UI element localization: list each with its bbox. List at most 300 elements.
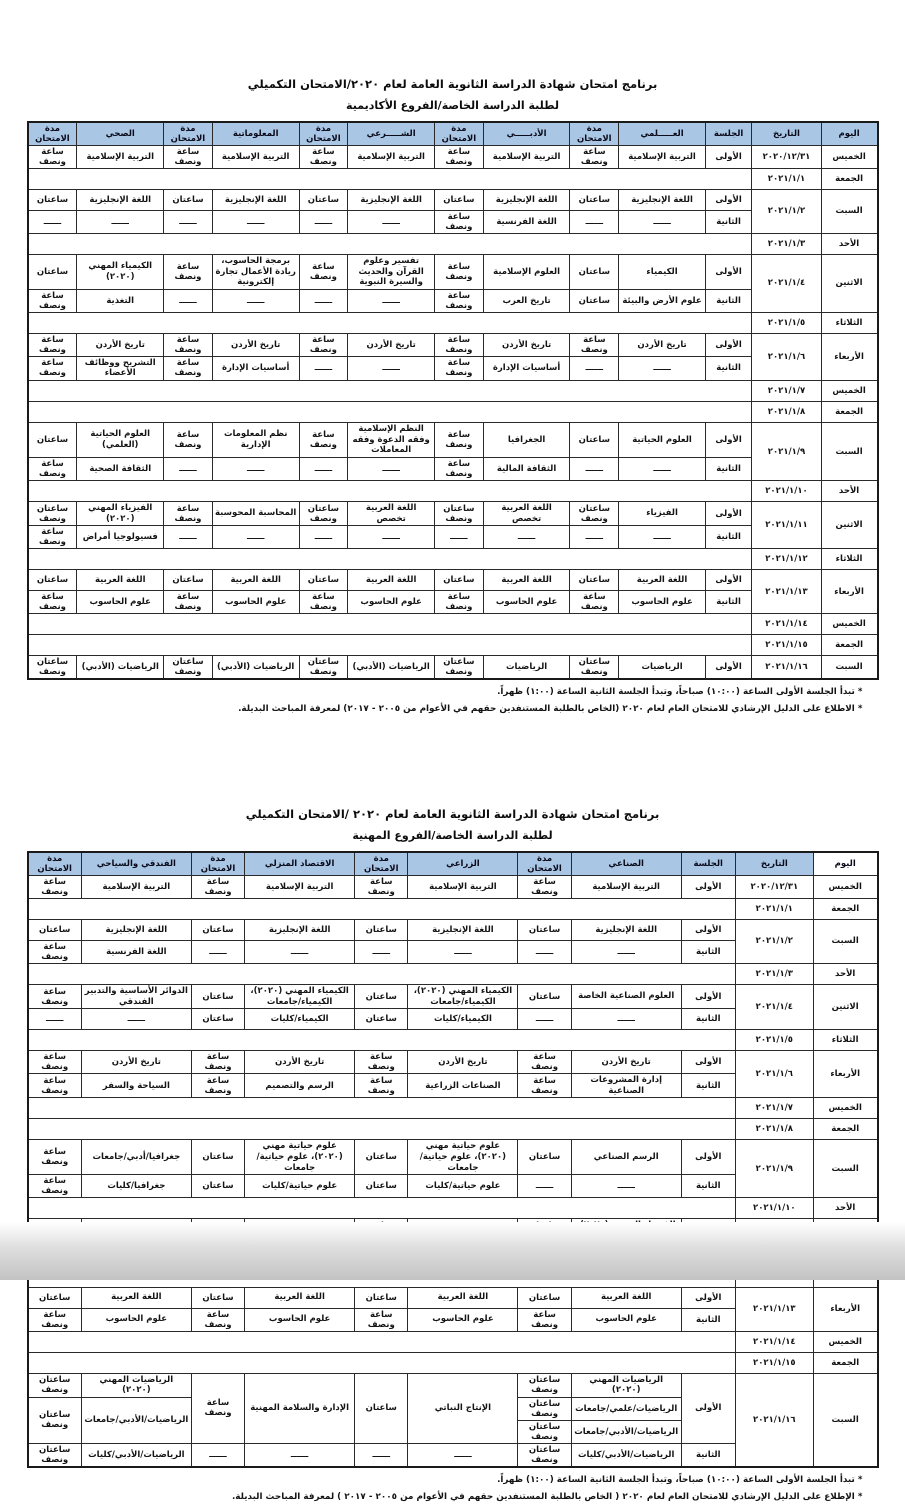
column-header: مدة الامتحان [299,122,348,146]
day-cell: الجمعة [821,168,877,189]
duration-cell: ساعتان ونصف [28,1443,82,1467]
day-cell: الجمعة [821,635,877,656]
day-cell: الخميس [821,145,877,168]
session-cell: الثانية [705,526,751,549]
empty-dash-cell: ــــــ [164,289,213,312]
duration-cell: ساعتان ونصف [434,501,483,525]
vocational-schedule-table [27,851,879,1468]
duration-cell: ساعة ونصف [355,1074,408,1098]
duration-cell: ساعتان [355,1287,408,1308]
session-cell: الأولى [705,254,751,289]
date-cell: ٢٠٢١/١/١٥ [752,635,821,656]
duration-cell: ساعتان [434,570,483,591]
session-cell: الثانية [705,289,751,312]
duration-cell: ساعة ونصف [191,1308,244,1331]
session-cell: الأولى [705,145,751,168]
duration-cell: ساعتان ونصف [434,656,483,680]
date-cell: ٢٠٢١/١/٨ [752,402,821,423]
duration-cell: ساعتان ونصف [164,656,213,680]
duration-cell: ساعتان [299,570,348,591]
duration-cell: ساعة ونصف [518,1074,571,1098]
empty-dash-cell: ــــــ [518,940,571,963]
empty-dash-cell: ــــــ [570,210,619,233]
duration-cell: ساعة ونصف [28,1074,82,1098]
holiday-filler-cell [28,381,752,402]
date-cell: ٢٠٢١/١/١ [735,898,813,919]
holiday-filler-cell [28,1331,736,1352]
day-cell: الجمعة [813,898,877,919]
column-header: الاقتصاد المنزلي [245,852,355,876]
subject-cell: اللغة العربية [619,570,706,591]
empty-dash-cell: ــــــ [571,1009,681,1030]
subject-cell: الكيمياء/كليات [245,1009,355,1030]
duration-cell: ساعة ونصف [518,1051,571,1074]
empty-dash-cell: ــــــ [299,210,348,233]
subject-cell: علوم الحاسوب [571,1308,681,1331]
subject-cell: الرياضيات (الأدبي) [212,656,299,680]
subject-cell: علوم حياتية مهني (٢٠٢٠)، علوم حياتية/جامعات [408,1140,518,1175]
subject-cell: العلوم الإسلامية [483,254,570,289]
date-cell: ٢٠٢١/١/١ [752,168,821,189]
subject-cell: علوم الحاسوب [212,591,299,614]
subject-cell: تاريخ الأردن [212,333,299,356]
subject-cell: النظم الإسلامية وفقه الدعوة وفقه المعاملات [348,423,435,458]
holiday-filler-cell [28,168,752,189]
date-cell: ٢٠٢١/١/١٣ [735,1287,813,1331]
empty-dash-cell: ــــــ [191,1443,244,1467]
duration-cell: ساعة ونصف [299,145,348,168]
empty-dash-cell: ــــــ [348,457,435,480]
session-cell: الأولى [681,1373,735,1443]
subject-cell: الفيزياء [619,501,706,525]
duration-cell: ساعة ونصف [191,1051,244,1074]
duration-cell: ساعتان ونصف [518,1420,571,1443]
date-cell: ٢٠٢١/١/٢ [735,919,813,963]
duration-cell: ساعة ونصف [28,1308,82,1331]
empty-dash-cell: ــــــ [408,1443,518,1467]
date-cell: ٢٠٢١/١/٣ [735,963,813,984]
duration-cell: ساعة ونصف [191,875,244,898]
empty-dash-cell: ــــــ [571,1175,681,1198]
empty-dash-cell: ــــــ [77,210,164,233]
duration-cell: ساعتان [28,570,77,591]
duration-cell: ساعتان [191,1175,244,1198]
duration-cell: ساعة ونصف [434,457,483,480]
day-cell: الثلاثاء [821,549,877,570]
subject-cell: برمجة الحاسوب، ريادة الأعمال تجارة إلكترونية [212,254,299,289]
session-cell: الأولى [681,1287,735,1308]
empty-dash-cell: ــــــ [212,457,299,480]
subject-cell: اللغة العربية [212,570,299,591]
duration-cell: ساعة ونصف [28,333,77,356]
subject-cell: التربية الإسلامية [619,145,706,168]
subject-cell: العلوم الحياتية [619,423,706,458]
day-cell: السبت [813,1140,877,1198]
column-header: الشـــــرعي [348,122,435,146]
duration-cell: ساعتان [518,984,571,1008]
duration-cell: ساعة ونصف [28,526,77,549]
date-cell: ٢٠٢١/١/٥ [752,312,821,333]
empty-dash-cell: ــــــ [408,940,518,963]
duration-cell: ساعة ونصف [299,591,348,614]
day-cell: الجمعة [813,1119,877,1140]
subject-cell: العلوم الحياتية (العلمي) [77,423,164,458]
duration-cell: ساعة ونصف [28,145,77,168]
subject-cell: علوم الحاسوب [348,591,435,614]
subject-cell: اللغة الإنجليزية [77,189,164,210]
day-cell: الثلاثاء [813,1030,877,1051]
duration-cell: ساعة ونصف [355,1051,408,1074]
column-header: اليوم [813,852,877,876]
subject-cell: اللغة العربية [571,1287,681,1308]
academic-schedule-table [27,121,879,680]
subject-cell: الرياضيات المهني (٢٠٢٠) [81,1373,191,1397]
duration-cell: ساعة ونصف [299,254,348,289]
duration-cell: ساعتان ونصف [28,1373,82,1397]
subject-cell: الرياضيات/الأدبي/كليات [81,1443,191,1467]
date-cell: ٢٠٢١/١/٢ [752,189,821,233]
empty-dash-cell: ــــــ [355,940,408,963]
duration-cell: ساعتان [191,1140,244,1175]
column-header: الجلسة [705,122,751,146]
duration-cell: ساعتان [164,570,213,591]
holiday-filler-cell [28,963,736,984]
subject-cell: الرياضيات [619,656,706,680]
duration-cell: ساعة ونصف [164,356,213,380]
holiday-filler-cell [28,549,752,570]
empty-dash-cell: ــــــ [164,526,213,549]
duration-cell: ساعتان ونصف [518,1443,571,1467]
duration-cell: ساعة ونصف [434,254,483,289]
session-cell: الثانية [705,356,751,380]
duration-cell: ساعة ونصف [164,145,213,168]
duration-cell: ساعة ونصف [299,333,348,356]
empty-dash-cell: ــــــ [571,940,681,963]
subject-cell: اللغة الإنجليزية [212,189,299,210]
day-cell: الخميس [821,381,877,402]
empty-dash-cell: ــــــ [518,1175,571,1198]
duration-cell: ساعة ونصف [355,1308,408,1331]
duration-cell: ساعة ونصف [28,984,82,1008]
subject-cell: نظم المعلومات الإدارية [212,423,299,458]
subject-cell: التربية الإسلامية [81,875,191,898]
duration-cell: ساعة ونصف [28,457,77,480]
subject-cell: أساسيات الإدارة [212,356,299,380]
duration-cell: ساعتان ونصف [570,501,619,525]
subject-cell: اللغة العربية [483,570,570,591]
subject-cell: الرسم الصناعي [571,1140,681,1175]
date-cell: ٢٠٢١/١/٤ [752,254,821,312]
duration-cell: ساعة ونصف [434,210,483,233]
duration-cell: ساعتان [28,254,77,289]
column-header: العـــــلمي [619,122,706,146]
holiday-filler-cell [28,898,736,919]
subject-cell: جغرافيا/أدبي/جامعات [81,1140,191,1175]
duration-cell: ساعة ونصف [28,940,82,963]
day-cell: الاثنين [821,254,877,312]
duration-cell: ساعة ونصف [28,591,77,614]
day-cell: الأحد [813,1198,877,1219]
session-cell: الأولى [705,423,751,458]
date-cell: ٢٠٢١/١/١٤ [735,1331,813,1352]
subject-cell: الرسم والتصميم [245,1074,355,1098]
date-cell: ٢٠٢١/١/٥ [735,1030,813,1051]
column-header: التاريخ [752,122,821,146]
day-cell: السبت [821,189,877,233]
duration-cell: ساعة ونصف [164,591,213,614]
duration-cell: ساعة ونصف [164,254,213,289]
empty-dash-cell: ــــــ [619,526,706,549]
column-header: مدة الامتحان [28,852,82,876]
empty-dash-cell: ــــــ [518,1009,571,1030]
empty-dash-cell: ــــــ [212,289,299,312]
date-cell: ٢٠٢١/١/٦ [735,1051,813,1098]
day-cell: الجمعة [821,402,877,423]
subject-cell: التربية الإسلامية [212,145,299,168]
empty-dash-cell: ــــــ [299,526,348,549]
subject-cell: اللغة الإنجليزية [348,189,435,210]
duration-cell: ساعة ونصف [28,875,82,898]
subject-cell: علوم الحاسوب [81,1308,191,1331]
duration-cell: ساعة ونصف [434,333,483,356]
subject-cell: الثقافة الصحية [77,457,164,480]
academic-footnotes [43,687,863,716]
day-cell: الخميس [813,875,877,898]
duration-cell: ساعتان [191,919,244,940]
empty-dash-cell: ــــــ [191,940,244,963]
subject-cell: الرياضيات (الأدبي) [77,656,164,680]
holiday-filler-cell [28,233,752,254]
subject-cell: التربية الإسلامية [571,875,681,898]
empty-dash-cell: ــــــ [245,1443,355,1467]
empty-dash-cell: ــــــ [299,356,348,380]
duration-cell: ساعتان [355,984,408,1008]
duration-cell: ساعتان [164,189,213,210]
day-cell: السبت [821,656,877,680]
holiday-filler-cell [28,402,752,423]
subject-cell: الفيزياء المهني (٢٠٢٠) [77,501,164,525]
holiday-filler-cell [28,312,752,333]
subject-cell: تاريخ الأردن [619,333,706,356]
duration-cell: ساعتان [355,919,408,940]
session-cell: الأولى [681,919,735,940]
subject-cell: اللغة الإنجليزية [571,919,681,940]
empty-dash-cell: ــــــ [299,289,348,312]
column-header: الفندقي والسياحي [81,852,191,876]
duration-cell: ساعتان [28,919,82,940]
subject-cell: اللغة الإنجليزية [81,919,191,940]
subject-cell: تاريخ العرب [483,289,570,312]
duration-cell: ساعتان [191,1287,244,1308]
duration-cell: ساعتان [28,189,77,210]
column-header: الزراعي [408,852,518,876]
academic-section [0,78,905,716]
empty-dash-cell: ــــــ [299,457,348,480]
duration-cell: ساعتان [434,189,483,210]
column-header: مدة الامتحان [164,122,213,146]
day-cell: الاثنين [813,984,877,1029]
duration-cell: ساعتان ونصف [28,501,77,525]
day-cell: الخميس [813,1331,877,1352]
holiday-filler-cell [28,480,752,501]
subject-cell: التربية الإسلامية [348,145,435,168]
holiday-filler-cell [28,1030,736,1051]
duration-cell: ساعتان [191,1009,244,1030]
subject-cell: إدارة المشروعات الصناعية [571,1074,681,1098]
day-cell: الأحد [813,963,877,984]
date-cell: ٢٠٢١/١/١٠ [735,1198,813,1219]
subject-cell: اللغة العربية [408,1287,518,1308]
subject-cell: التربية الإسلامية [77,145,164,168]
day-cell: الأربعاء [813,1287,877,1331]
duration-cell: ساعتان [28,1287,82,1308]
date-cell: ٢٠٢١/١/١٤ [752,614,821,635]
empty-dash-cell: ــــــ [28,210,77,233]
subject-cell: تفسير وعلوم القرآن والحديث والسيرة النبوية [348,254,435,289]
empty-dash-cell: ــــــ [619,356,706,380]
date-cell: ٢٠٢١/١/٨ [735,1119,813,1140]
duration-cell: ساعتان [191,984,244,1008]
duration-cell: ساعتان [28,423,77,458]
academic-title-line1: برنامج امتحان شهادة الدراسة الثانوية العامة لعام ٢٠٢٠/الامتحان التكميلي [247,77,658,91]
column-header: مدة الامتحان [570,122,619,146]
scan-shadow-artifact [0,1222,905,1280]
day-cell: الثلاثاء [821,312,877,333]
duration-cell: ساعة ونصف [434,289,483,312]
subject-cell: الدوائر الأساسية والتدبير الفندقي [81,984,191,1008]
subject-cell: اللغة الإنجليزية [483,189,570,210]
day-cell: الأحد [821,480,877,501]
date-cell: ٢٠٢١/١/١٣ [752,570,821,614]
subject-cell: تاريخ الأردن [81,1051,191,1074]
footnote-session-times: * تبدأ الجلسة الأولى الساعة (١٠:٠٠) صباحاً، وتبدأ الجلسة الثانية الساعة (١:٠٠) ظهراً. [497,1474,863,1485]
column-header: مدة الامتحان [191,852,244,876]
date-cell: ٢٠٢١/١/٧ [752,381,821,402]
duration-cell: ساعة ونصف [434,356,483,380]
duration-cell: ساعة ونصف [164,423,213,458]
duration-cell: ساعة ونصف [191,1373,244,1443]
empty-dash-cell: ــــــ [164,457,213,480]
empty-dash-cell: ــــــ [348,526,435,549]
duration-cell: ساعة ونصف [434,591,483,614]
subject-cell: علوم الأرض والبيئة [619,289,706,312]
column-header: مدة الامتحان [28,122,77,146]
subject-cell: علوم الحاسوب [619,591,706,614]
duration-cell: ساعة ونصف [570,145,619,168]
day-cell: الخميس [821,614,877,635]
vocational-footnotes [43,1475,863,1504]
session-cell: الأولى [705,570,751,591]
session-cell: الأولى [705,656,751,680]
date-cell: ٢٠٢٠/١٢/٣١ [752,145,821,168]
column-header: المعلوماتية [212,122,299,146]
duration-cell: ساعة ونصف [28,1175,82,1198]
duration-cell: ساعة ونصف [518,875,571,898]
empty-dash-cell: ــــــ [570,356,619,380]
empty-dash-cell: ــــــ [619,457,706,480]
session-cell: الأولى [705,189,751,210]
day-cell: السبت [813,919,877,963]
day-cell: الأحد [821,233,877,254]
academic-title-line2: لطلبة الدراسة الخاصة/الفروع الأكاديمية [346,98,559,112]
subject-cell: الكيمياء المهني (٢٠٢٠)، الكيمياء/جامعات [245,984,355,1008]
subject-cell: الرياضيات (الأدبي) [348,656,435,680]
empty-dash-cell: ــــــ [355,1443,408,1467]
subject-cell: اللغة الفرنسية [483,210,570,233]
subject-cell: الكيمياء المهني (٢٠٢٠)، الكيمياء/جامعات [408,984,518,1008]
subject-cell: تاريخ الأردن [245,1051,355,1074]
vocational-section [0,808,905,1504]
day-cell: الاثنين [821,501,877,548]
day-cell: السبت [813,1373,877,1467]
holiday-filler-cell [28,1098,736,1119]
date-cell: ٢٠٢١/١/١١ [752,501,821,548]
subject-cell: الجغرافيا [483,423,570,458]
duration-cell: ساعتان ونصف [299,656,348,680]
subject-cell: اللغة الإنجليزية [245,919,355,940]
duration-cell: ساعتان [355,1175,408,1198]
subject-cell: اللغة العربية [77,570,164,591]
subject-cell: الإدارة والسلامة المهنية [245,1373,355,1443]
footnote-guide: * الإطلاع على الدليل الإرشادي للامتحان العام لعام ٢٠٢٠ ( الخاص بالطلبة المستنفدين حقهم في الأعوام من ٢٠٠٥ - ٢٠١٧ ) لمعرفة المباحث البديلة. [231,1491,863,1502]
subject-cell: اللغة الإنجليزية [408,919,518,940]
session-cell: الثانية [681,940,735,963]
duration-cell: ساعة ونصف [164,501,213,525]
subject-cell: علوم الحاسوب [245,1308,355,1331]
subject-cell: الصناعات الزراعية [408,1074,518,1098]
subject-cell: المحاسبة المحوسبة [212,501,299,525]
day-cell: الجمعة [813,1352,877,1373]
date-cell: ٢٠٢١/١/٧ [735,1098,813,1119]
subject-cell: الإنتاج النباتي [408,1373,518,1443]
empty-dash-cell: ــــــ [619,210,706,233]
subject-cell: السياحة والسفر [81,1074,191,1098]
session-cell: الأولى [681,1140,735,1175]
subject-cell: الرياضيات/الأدبي/جامعات [571,1420,681,1443]
subject-cell: اللغة العربية [348,570,435,591]
subject-cell: التشريح ووظائف الأعضاء [77,356,164,380]
empty-dash-cell: ــــــ [212,210,299,233]
subject-cell: تاريخ الأردن [348,333,435,356]
day-cell: الخميس [813,1098,877,1119]
session-cell: الثانية [681,1175,735,1198]
duration-cell: ساعة ونصف [434,423,483,458]
subject-cell: تاريخ الأردن [408,1051,518,1074]
duration-cell: ساعتان [355,1373,408,1443]
duration-cell: ساعة ونصف [191,1074,244,1098]
holiday-filler-cell [28,614,752,635]
subject-cell: اللغة العربية [81,1287,191,1308]
empty-dash-cell: ــــــ [434,526,483,549]
subject-cell: العلوم الصناعية الخاصة [571,984,681,1008]
duration-cell: ساعتان [570,289,619,312]
duration-cell: ساعتان [570,570,619,591]
subject-cell: اللغة العربية [245,1287,355,1308]
subject-cell: تاريخ الأردن [571,1051,681,1074]
subject-cell: الكيمياء المهني (٢٠٢٠) [77,254,164,289]
column-header: التاريخ [735,852,813,876]
session-cell: الثانية [681,1009,735,1030]
empty-dash-cell: ــــــ [245,940,355,963]
subject-cell: الرياضيات/علمي/جامعات [571,1397,681,1420]
duration-cell: ساعتان [570,189,619,210]
column-header: اليوم [821,122,877,146]
vocational-title-line1: برنامج امتحان شهادة الدراسة الثانوية العامة لعام ٢٠٢٠ /الامتحان التكميلي [245,806,660,821]
duration-cell: ساعة ونصف [518,1308,571,1331]
subject-cell: التغذية [77,289,164,312]
holiday-filler-cell [28,1119,736,1140]
subject-cell: علوم حياتية/كليات [408,1175,518,1198]
